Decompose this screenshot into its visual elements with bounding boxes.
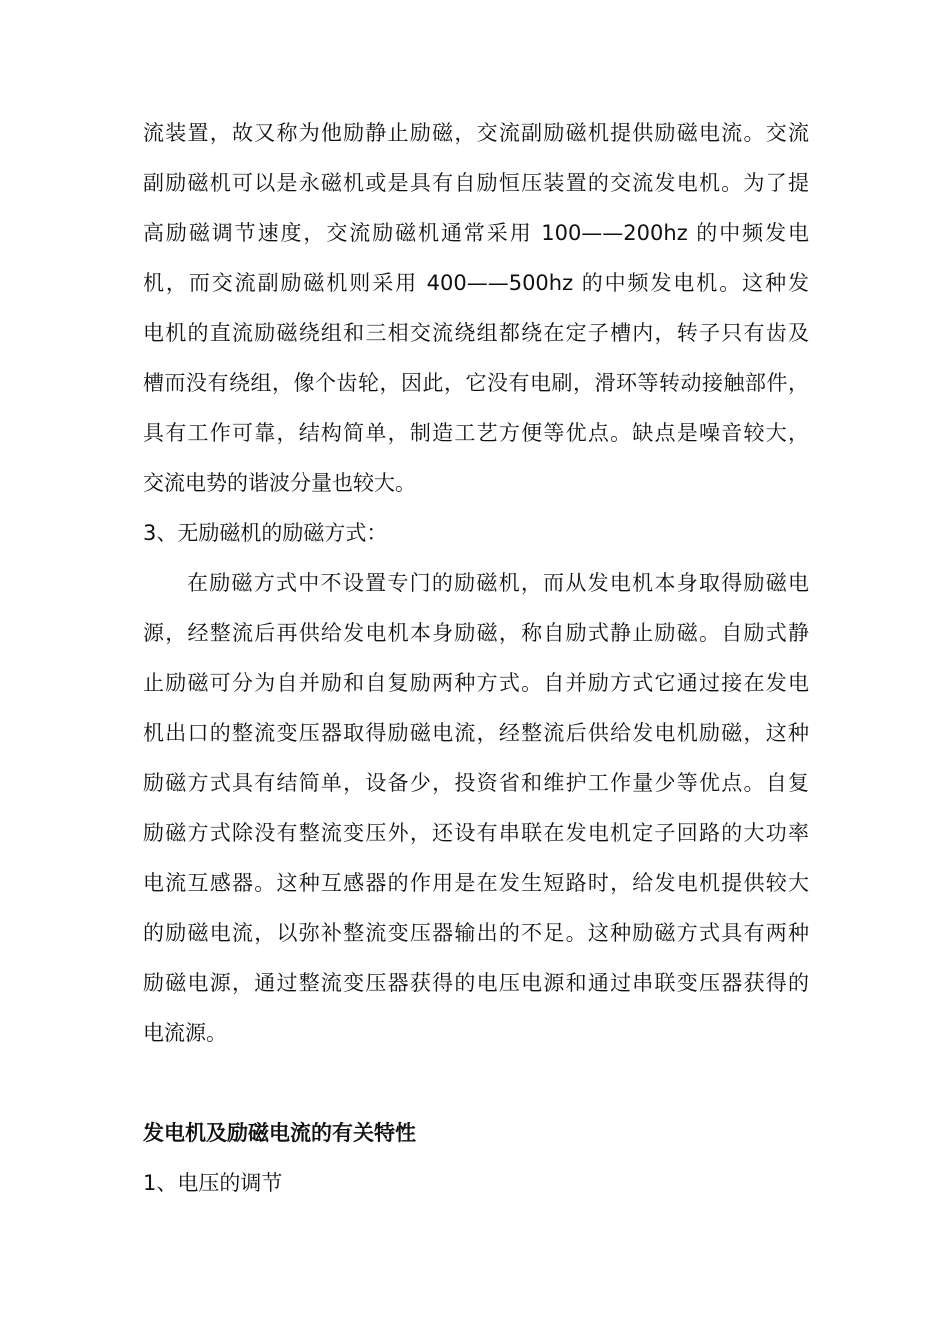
text-line: 电流源。 — [143, 1021, 227, 1045]
text-line: 具有工作可靠，结构简单，制造工艺方便等优点。缺点是噪音较大， — [143, 421, 809, 445]
text-line: 流装置，故又称为他励静止励磁，交流副励磁机提供励磁电流。交流 — [143, 121, 809, 145]
document-page — [143, 108, 809, 1208]
text-line: 源，经整流后再供给发电机本身励磁，称自励式静止励磁。自励式静 — [143, 621, 809, 645]
subsection-heading: 1、电压的调节 — [143, 1171, 283, 1195]
section-3-paragraph — [143, 558, 809, 1058]
text-line: 交流电势的谐波分量也较大。 — [143, 471, 416, 495]
text-line: 电流互感器。这种互感器的作用是在发生短路时，给发电机提供较大 — [143, 871, 809, 895]
text-line: 副励磁机可以是永磁机或是具有自励恒压装置的交流发电机。为了提 — [143, 171, 809, 195]
text-line: 槽而没有绕组，像个齿轮，因此，它没有电刷，滑环等转动接触部件， — [143, 371, 809, 395]
text-line: 在励磁方式中不设置专门的励磁机，而从发电机本身取得励磁电 — [187, 571, 809, 595]
text-line: 励磁方式具有结简单，设备少，投资省和维护工作量少等优点。自复 — [143, 771, 809, 795]
text-line: 止励磁可分为自并励和自复励两种方式。自并励方式它通过接在发电 — [143, 671, 809, 695]
continued-paragraph — [143, 108, 809, 508]
text-line: 励磁电源，通过整流变压器获得的电压电源和通过串联变压器获得的 — [143, 971, 809, 995]
text-line: 的励磁电流，以弥补整流变压器输出的不足。这种励磁方式具有两种 — [143, 921, 809, 945]
text-line: 电机的直流励磁绕组和三相交流绕组都绕在定子槽内，转子只有齿及 — [143, 321, 809, 345]
section-3-heading: 3、无励磁机的励磁方式： — [143, 521, 388, 545]
text-line: 励磁方式除没有整流变压外，还设有串联在发电机定子回路的大功率 — [143, 821, 809, 845]
text-line: 机，而交流副励磁机则采用 400——500hz 的中频发电机。这种发 — [143, 271, 809, 295]
blank-line — [143, 1058, 809, 1108]
section-title: 发电机及励磁电流的有关特性 — [143, 1121, 416, 1145]
text-line: 机出口的整流变压器取得励磁电流，经整流后供给发电机励磁，这种 — [143, 721, 809, 745]
text-line: 高励磁调节速度，交流励磁机通常采用 100——200hz 的中频发电 — [143, 221, 809, 245]
